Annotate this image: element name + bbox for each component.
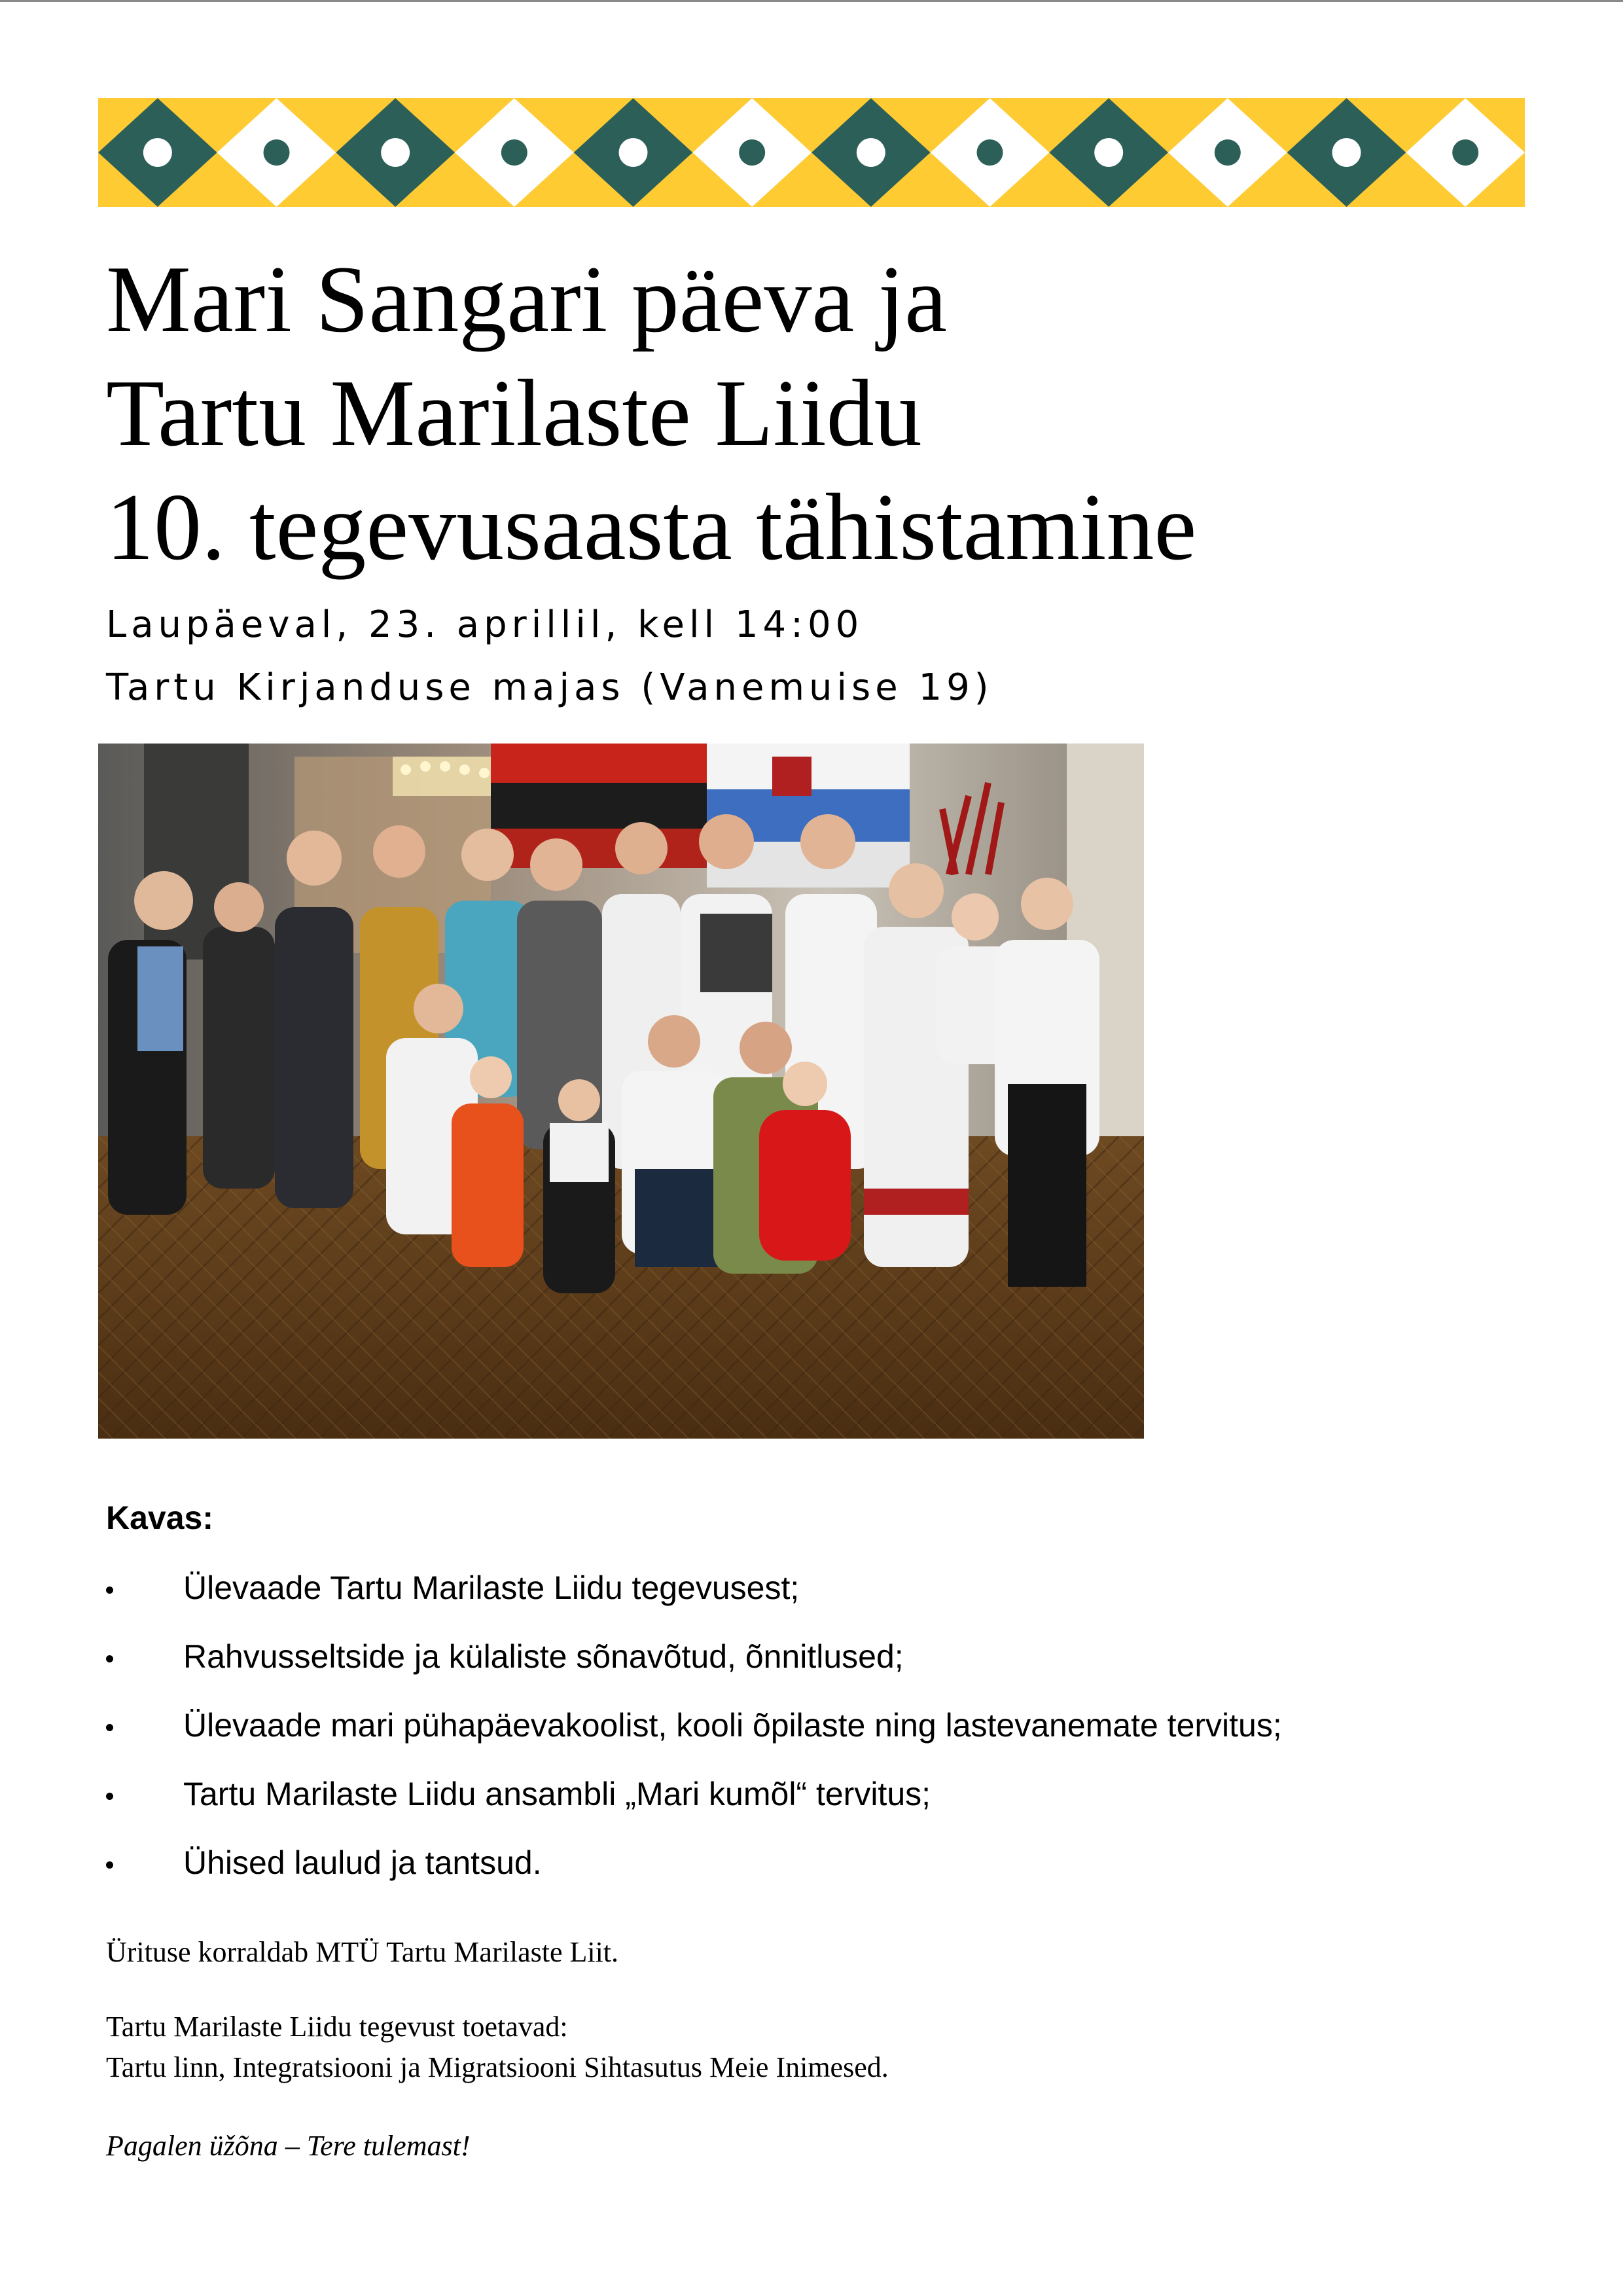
group-photo <box>98 744 1144 1439</box>
diamond-band-icon <box>98 98 1525 207</box>
title-line-2: Tartu Marilaste Liidu <box>106 360 922 466</box>
page-title <box>106 242 1196 584</box>
supporters-line-1: Tartu Marilaste Liidu tegevust toetavad: <box>106 2011 568 2043</box>
program-item-text: Ühised laulud ja tantsud. <box>183 1844 542 1881</box>
ornament-dot <box>739 139 765 166</box>
event-datetime: Laupäeval, 23. aprillil, kell 14:00 <box>106 603 864 646</box>
ornament-dot <box>143 138 172 167</box>
program-list <box>106 1568 1282 1912</box>
supporters-block <box>106 2007 889 2088</box>
list-item <box>106 1706 1282 1774</box>
title-line-1: Mari Sangari päeva ja <box>106 246 948 352</box>
ornament-dot <box>381 138 410 167</box>
program-item-text: Tartu Marilaste Liidu ansambli „Mari kumõl“ tervitus; <box>183 1776 931 1812</box>
ornament-dot <box>1332 138 1361 167</box>
title-line-3: 10. tegevusaasta tähistamine <box>106 474 1197 580</box>
ornament-dot <box>1215 139 1241 166</box>
bullet-icon <box>106 1793 113 1800</box>
list-item <box>106 1843 1282 1912</box>
bullet-icon <box>106 1587 113 1594</box>
program-item-text: Rahvusseltside ja külaliste sõnavõtud, õnnitlused; <box>183 1638 904 1675</box>
program-item-text: Ülevaade mari pühapäevakoolist, kooli õpilaste ning lastevanemate tervitus; <box>183 1707 1282 1744</box>
welcome-text: Pagalen üžõna – Tere tulemast! <box>106 2130 471 2162</box>
bullet-icon <box>106 1861 113 1869</box>
program-item-text: Ülevaade Tartu Marilaste Liidu tegevusest; <box>183 1570 800 1606</box>
organizer-text: Ürituse korraldab MTÜ Tartu Marilaste Liit. <box>106 1936 619 1968</box>
ornament-dot <box>977 139 1003 166</box>
list-item <box>106 1774 1282 1843</box>
bullet-icon <box>106 1724 113 1731</box>
supporters-line-2: Tartu linn, Integratsiooni ja Migratsiooni Sihtasutus Meie Inimesed. <box>106 2051 889 2083</box>
list-item <box>106 1568 1282 1637</box>
top-rule <box>0 0 1623 2</box>
event-venue: Tartu Kirjanduse majas (Vanemuise 19) <box>106 666 993 709</box>
program-heading: Kavas: <box>106 1499 213 1536</box>
ornament-dot <box>1094 138 1123 167</box>
ornament-dot <box>619 138 648 167</box>
ornament-dot <box>1452 139 1478 166</box>
list-item <box>106 1637 1282 1706</box>
ornament-band <box>98 98 1525 207</box>
ornament-dot <box>501 139 527 166</box>
ornament-dot <box>264 139 290 166</box>
bullet-icon <box>106 1655 113 1662</box>
ornament-dot <box>857 138 885 167</box>
group-photo-icon <box>98 744 1144 1439</box>
